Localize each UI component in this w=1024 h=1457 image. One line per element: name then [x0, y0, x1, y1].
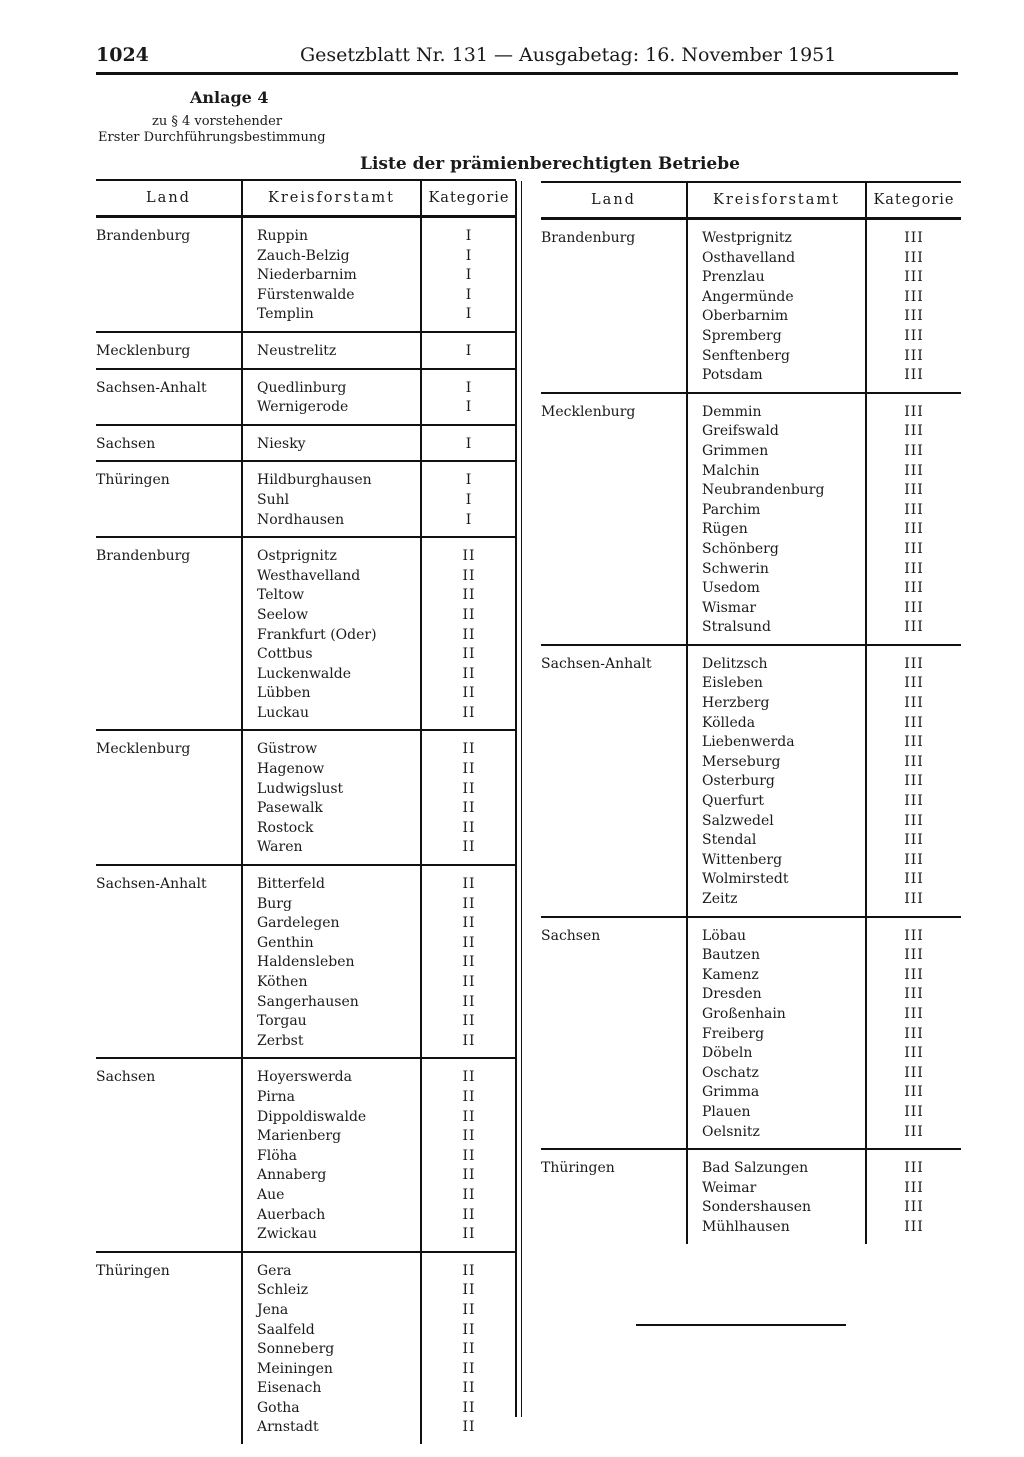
kategorie-value: III [904, 675, 924, 692]
kategorie-value: III [904, 947, 924, 964]
kreisforstamt-name: Fürstenwalde [257, 286, 355, 303]
kategorie-value: III [904, 1005, 924, 1022]
kategorie-value: III [904, 753, 924, 770]
kategorie-cell [866, 917, 961, 1150]
table-row [96, 425, 516, 462]
kategorie-cell [421, 369, 516, 425]
table-row [96, 1252, 516, 1444]
kreisforstamt-name: Nordhausen [257, 511, 345, 528]
kategorie-value: III [904, 619, 924, 636]
kategorie-value: III [904, 521, 924, 538]
land-cell: Sachsen [96, 1069, 156, 1086]
kreisforstamt-name: Auerbach [257, 1206, 326, 1223]
kategorie-value: III [904, 288, 924, 305]
kreisforstamt-name: Freiberg [702, 1025, 765, 1042]
kategorie-value: I [465, 435, 473, 452]
kreisforstamt-name: Waren [257, 839, 303, 856]
kategorie-value: III [904, 269, 924, 286]
kreisforstamt-name: Greifswald [702, 423, 779, 440]
kreisforstamt-name: Hoyerswerda [257, 1069, 352, 1086]
kreisforstamt-name: Sondershausen [702, 1199, 812, 1216]
kreisforstamt-cell [242, 1252, 421, 1444]
kategorie-value: II [462, 954, 476, 971]
kreisforstamt-name: Wolmirstedt [702, 871, 789, 888]
kreisforstamt-cell [687, 645, 866, 917]
land-cell: Sachsen [541, 927, 601, 944]
table-row [96, 369, 516, 425]
kategorie-value: III [904, 482, 924, 499]
kategorie-value: II [462, 993, 476, 1010]
kategorie-value: II [462, 1013, 476, 1030]
kreisforstamt-name: Sonneberg [257, 1341, 335, 1358]
kreisforstamt-name: Prenzlau [702, 269, 765, 286]
kreisforstamt-name: Spremberg [702, 327, 782, 344]
table-row [96, 537, 516, 730]
kategorie-value: II [462, 1167, 476, 1184]
kreisforstamt-name: Stralsund [702, 619, 771, 636]
kreisforstamt-name: Bautzen [702, 947, 760, 964]
kategorie-value: III [904, 540, 924, 557]
land-cell: Thüringen [96, 1262, 170, 1279]
kategorie-value: III [904, 599, 924, 616]
kreisforstamt-name: Annaberg [257, 1167, 327, 1184]
kategorie-value: III [904, 832, 924, 849]
kategorie-value: III [904, 655, 924, 672]
kreisforstamt-name: Delitzsch [702, 655, 768, 672]
kategorie-value: II [462, 1419, 476, 1436]
kreisforstamt-name: Weimar [702, 1179, 757, 1196]
kategorie-cell [866, 1149, 961, 1243]
kreisforstamt-cell [242, 730, 421, 865]
kategorie-value: III [904, 714, 924, 731]
kreisforstamt-name: Herzberg [702, 695, 770, 712]
kreisforstamt-name: Schönberg [702, 540, 779, 557]
kategorie-value: III [904, 423, 924, 440]
kategorie-value: III [904, 1199, 924, 1216]
list-title: Liste der prämienberechtigten Betriebe [360, 154, 740, 174]
annex-reference-line2: Erster Durchführungsbestimmung [98, 130, 326, 145]
kategorie-cell [421, 425, 516, 462]
kreisforstamt-name: Parchim [702, 501, 761, 518]
kategorie-cell [866, 393, 961, 645]
kreisforstamt-name: Cottbus [257, 646, 313, 663]
kategorie-cell [421, 865, 516, 1058]
kategorie-value: II [462, 1147, 476, 1164]
kategorie-cell [421, 1058, 516, 1251]
kategorie-value: II [462, 1186, 476, 1203]
kategorie-value: II [462, 1128, 476, 1145]
kategorie-value: III [904, 891, 924, 907]
kreisforstamt-name: Güstrow [257, 741, 318, 758]
kreisforstamt-name: Mühlhausen [702, 1218, 790, 1235]
kategorie-value: III [904, 851, 924, 868]
kreisforstamt-name: Flöha [257, 1147, 297, 1164]
kreisforstamt-name: Arnstadt [257, 1419, 319, 1436]
kreisforstamt-name: Gera [257, 1262, 292, 1279]
land-cell: Brandenburg [96, 548, 191, 565]
kreisforstamt-name: Malchin [702, 462, 760, 479]
kreisforstamt-name: Saalfeld [257, 1321, 315, 1338]
kategorie-value: II [462, 876, 476, 893]
table-row [541, 393, 961, 645]
kreisforstamt-name: Oelsnitz [702, 1123, 760, 1140]
kreisforstamt-name: Usedom [702, 580, 760, 597]
kategorie-value: III [904, 695, 924, 712]
land-cell: Sachsen-Anhalt [541, 655, 652, 672]
kategorie-value: III [904, 462, 924, 479]
kategorie-value: III [904, 347, 924, 364]
kreisforstamt-name: Schleiz [257, 1282, 309, 1299]
right-table-header-row [541, 182, 961, 219]
kategorie-value: II [462, 685, 476, 702]
kreisforstamt-name: Zerbst [257, 1032, 304, 1049]
kategorie-value: II [462, 1360, 476, 1377]
kategorie-value: III [904, 927, 924, 944]
kategorie-value: III [904, 1064, 924, 1081]
kreisforstamt-name: Ludwigslust [257, 780, 344, 797]
kreisforstamt-name: Burg [257, 895, 292, 912]
kreisforstamt-cell [242, 1058, 421, 1251]
table-row [96, 217, 516, 332]
kreisforstamt-name: Großenhain [702, 1005, 786, 1022]
kategorie-value: I [465, 306, 473, 323]
kategorie-value: III [904, 871, 924, 888]
kreisforstamt-name: Lübben [257, 685, 311, 702]
kategorie-value: II [462, 1301, 476, 1318]
kategorie-value: III [904, 1045, 924, 1062]
kategorie-value: III [904, 1179, 924, 1196]
kreisforstamt-name: Templin [257, 306, 314, 323]
kategorie-value: II [462, 1399, 476, 1416]
kreisforstamt-name: Jena [257, 1301, 289, 1318]
land-cell: Brandenburg [96, 228, 191, 244]
kreisforstamt-name: Dresden [702, 986, 762, 1003]
kategorie-value: II [462, 780, 476, 797]
kreisforstamt-name: Plauen [702, 1103, 751, 1120]
kategorie-value: III [904, 230, 924, 246]
kreisforstamt-cell [242, 369, 421, 425]
kreisforstamt-name: Suhl [257, 491, 290, 508]
kreisforstamt-name: Oschatz [702, 1064, 759, 1081]
kategorie-value: I [465, 399, 473, 416]
kategorie-value: III [904, 986, 924, 1003]
land-cell: Sachsen-Anhalt [96, 876, 207, 893]
kategorie-value: II [462, 665, 476, 682]
kreisforstamt-name: Rostock [257, 819, 314, 836]
table-row [541, 219, 961, 393]
kreisforstamt-name: Eisenach [257, 1380, 322, 1397]
kreisforstamt-name: Westhavelland [257, 567, 361, 584]
kategorie-value: III [904, 793, 924, 810]
kreisforstamt-cell [687, 917, 866, 1150]
kreisforstamt-name: Zwickau [257, 1226, 317, 1243]
land-cell: Brandenburg [541, 230, 636, 246]
left-table-header-row [96, 180, 516, 217]
kategorie-value: III [904, 1103, 924, 1120]
right-table-body [541, 219, 961, 1244]
table-row [541, 917, 961, 1150]
kategorie-value: II [462, 1088, 476, 1105]
kategorie-value: II [462, 1108, 476, 1125]
kreisforstamt-name: Wittenberg [702, 851, 783, 868]
land-cell: Mecklenburg [96, 741, 191, 758]
kategorie-value: II [462, 800, 476, 817]
kreisforstamt-name: Grimma [702, 1084, 760, 1101]
kreisforstamt-name: Haldensleben [257, 954, 355, 971]
land-cell: Thüringen [541, 1160, 615, 1177]
kategorie-value: II [462, 741, 476, 758]
land-cell: Thüringen [96, 472, 170, 489]
kategorie-value: III [904, 367, 924, 384]
kreisforstamt-name: Seelow [257, 606, 309, 623]
table-row [541, 1149, 961, 1243]
kategorie-value: III [904, 580, 924, 597]
kreisforstamt-cell [242, 865, 421, 1058]
kreisforstamt-cell [687, 393, 866, 645]
kreisforstamt-name: Hildburghausen [257, 472, 372, 489]
kategorie-cell [421, 537, 516, 730]
kategorie-value: III [904, 1160, 924, 1177]
kategorie-value: III [904, 327, 924, 344]
kreisforstamt-name: Osthavelland [702, 249, 796, 266]
table-row [96, 730, 516, 865]
kreisforstamt-name: Pasewalk [257, 800, 323, 817]
kategorie-value: II [462, 819, 476, 836]
kategorie-value: II [462, 934, 476, 951]
kategorie-value: I [465, 286, 473, 303]
kreisforstamt-name: Genthin [257, 934, 314, 951]
kategorie-value: I [465, 511, 473, 528]
kreisforstamt-name: Wismar [702, 599, 757, 616]
land-cell: Mecklenburg [96, 342, 191, 359]
kategorie-value: II [462, 567, 476, 584]
table-row [96, 332, 516, 369]
kreisforstamt-name: Marienberg [257, 1128, 342, 1145]
kreisforstamt-name: Köthen [257, 974, 308, 990]
kreisforstamt-name: Aue [257, 1186, 285, 1203]
kategorie-value: III [904, 1025, 924, 1042]
kategorie-cell [421, 461, 516, 537]
right-table-column [541, 181, 961, 1244]
kreisforstamt-name: Meiningen [257, 1360, 333, 1377]
kategorie-value: III [904, 1084, 924, 1101]
kategorie-value: III [904, 442, 924, 459]
header-kreisforstamt: Kreisforstamt [242, 180, 421, 217]
kategorie-cell [421, 730, 516, 865]
kategorie-value: I [465, 342, 473, 359]
kategorie-value: II [462, 974, 476, 990]
kreisforstamt-cell [242, 537, 421, 730]
kreisforstamt-cell [242, 332, 421, 369]
kategorie-value: II [462, 1380, 476, 1397]
kategorie-value: I [465, 247, 473, 264]
kreisforstamt-name: Ostprignitz [257, 548, 337, 565]
kreisforstamt-cell [242, 217, 421, 332]
kreisforstamt-name: Angermünde [702, 288, 794, 305]
header-rule [96, 72, 958, 75]
kategorie-value: I [465, 472, 473, 489]
kategorie-value: III [904, 560, 924, 577]
kategorie-value: III [904, 403, 924, 420]
kreisforstamt-name: Bad Salzungen [702, 1160, 809, 1177]
kreisforstamt-name: Demmin [702, 403, 762, 420]
kreisforstamt-name: Zeitz [702, 891, 738, 907]
kreisforstamt-name: Neustrelitz [257, 342, 337, 359]
kategorie-value: III [904, 773, 924, 790]
annex-heading: Anlage 4 [190, 88, 269, 107]
kreisforstamt-name: Frankfurt (Oder) [257, 626, 377, 643]
kategorie-value: II [462, 1032, 476, 1049]
kategorie-value: II [462, 1262, 476, 1279]
kategorie-value: III [904, 1218, 924, 1235]
kreisforstamt-name: Dippoldiswalde [257, 1108, 367, 1125]
kategorie-value: II [462, 895, 476, 912]
gazette-title: Gesetzblatt Nr. 131 — Ausgabetag: 16. November 1951 [300, 44, 837, 66]
column-divider [515, 181, 522, 1417]
table-row [96, 1058, 516, 1251]
kategorie-value: II [462, 646, 476, 663]
left-table-column [96, 179, 516, 1444]
kreisforstamt-name: Osterburg [702, 773, 775, 790]
kategorie-value: II [462, 761, 476, 778]
left-table-body [96, 217, 516, 1445]
kategorie-value: II [462, 839, 476, 856]
land-cell: Mecklenburg [541, 403, 636, 420]
kategorie-value: III [904, 1123, 924, 1140]
kategorie-value: II [462, 1069, 476, 1086]
header-land: Land [146, 190, 191, 206]
header-kategorie: Kategorie [428, 190, 510, 206]
right-table [541, 181, 961, 1244]
kreisforstamt-name: Quedlinburg [257, 379, 347, 396]
kreisforstamt-name: Rügen [702, 521, 748, 538]
kreisforstamt-name: Oberbarnim [702, 308, 789, 325]
table-row [541, 645, 961, 917]
kreisforstamt-name: Zauch-Belzig [257, 247, 350, 264]
kategorie-value: I [465, 379, 473, 396]
kreisforstamt-name: Querfurt [702, 793, 764, 810]
kreisforstamt-name: Kölleda [702, 714, 756, 731]
kreisforstamt-name: Niesky [257, 435, 306, 452]
kategorie-value: III [904, 501, 924, 518]
kategorie-value: II [462, 704, 476, 721]
kreisforstamt-name: Potsdam [702, 367, 763, 384]
kategorie-cell [866, 219, 961, 393]
kreisforstamt-name: Teltow [257, 587, 305, 604]
kreisforstamt-cell [687, 1149, 866, 1243]
kategorie-value: II [462, 587, 476, 604]
kategorie-value: II [462, 606, 476, 623]
table-row [96, 865, 516, 1058]
kategorie-value: III [904, 249, 924, 266]
kreisforstamt-name: Neubrandenburg [702, 482, 825, 499]
kreisforstamt-name: Bitterfeld [257, 876, 325, 893]
kreisforstamt-name: Hagenow [257, 761, 325, 778]
kategorie-value: I [465, 491, 473, 508]
kategorie-value: III [904, 812, 924, 829]
kreisforstamt-name: Sangerhausen [257, 993, 359, 1010]
kreisforstamt-name: Löbau [702, 927, 747, 944]
kategorie-value: II [462, 915, 476, 932]
kreisforstamt-name: Liebenwerda [702, 734, 795, 751]
header-land: Land [591, 192, 636, 208]
kategorie-value: II [462, 1341, 476, 1358]
annex-reference-line1: zu § 4 vorstehender [152, 114, 283, 129]
kreisforstamt-name: Döbeln [702, 1045, 753, 1062]
header-kategorie: Kategorie [873, 192, 955, 208]
kreisforstamt-name: Westprignitz [702, 230, 792, 246]
kreisforstamt-name: Stendal [702, 832, 757, 849]
kreisforstamt-name: Merseburg [702, 753, 781, 770]
kategorie-value: III [904, 734, 924, 751]
kategorie-cell [866, 645, 961, 917]
kreisforstamt-name: Ruppin [257, 228, 308, 244]
kategorie-value: I [465, 267, 473, 284]
kategorie-value: II [462, 1282, 476, 1299]
kreisforstamt-cell [242, 425, 421, 462]
kreisforstamt-name: Senftenberg [702, 347, 790, 364]
land-cell: Sachsen-Anhalt [96, 379, 207, 396]
kreisforstamt-name: Luckau [257, 704, 310, 721]
kategorie-cell [421, 217, 516, 332]
page-number: 1024 [96, 44, 149, 66]
kategorie-value: III [904, 966, 924, 983]
kreisforstamt-name: Eisleben [702, 675, 763, 692]
kreisforstamt-cell [687, 219, 866, 393]
kreisforstamt-name: Niederbarnim [257, 267, 357, 284]
kreisforstamt-cell [242, 461, 421, 537]
kategorie-value: II [462, 626, 476, 643]
kreisforstamt-name: Gardelegen [257, 915, 340, 932]
kreisforstamt-name: Luckenwalde [257, 665, 351, 682]
kreisforstamt-name: Kamenz [702, 966, 759, 983]
end-rule [636, 1324, 846, 1326]
kreisforstamt-name: Torgau [257, 1013, 307, 1030]
land-cell: Sachsen [96, 435, 156, 452]
kategorie-value: II [462, 1321, 476, 1338]
kreisforstamt-name: Grimmen [702, 442, 769, 459]
kategorie-value: II [462, 1206, 476, 1223]
kreisforstamt-name: Wernigerode [257, 399, 349, 416]
kategorie-value: I [465, 228, 473, 244]
kreisforstamt-name: Pirna [257, 1088, 295, 1105]
kategorie-value: III [904, 308, 924, 325]
left-table [96, 179, 516, 1444]
kategorie-value: II [462, 548, 476, 565]
kreisforstamt-name: Schwerin [702, 560, 769, 577]
kategorie-cell [421, 332, 516, 369]
kreisforstamt-name: Salzwedel [702, 812, 774, 829]
kreisforstamt-name: Gotha [257, 1399, 300, 1416]
header-kreisforstamt: Kreisforstamt [687, 182, 866, 219]
kategorie-cell [421, 1252, 516, 1444]
kategorie-value: II [462, 1226, 476, 1243]
table-row [96, 461, 516, 537]
